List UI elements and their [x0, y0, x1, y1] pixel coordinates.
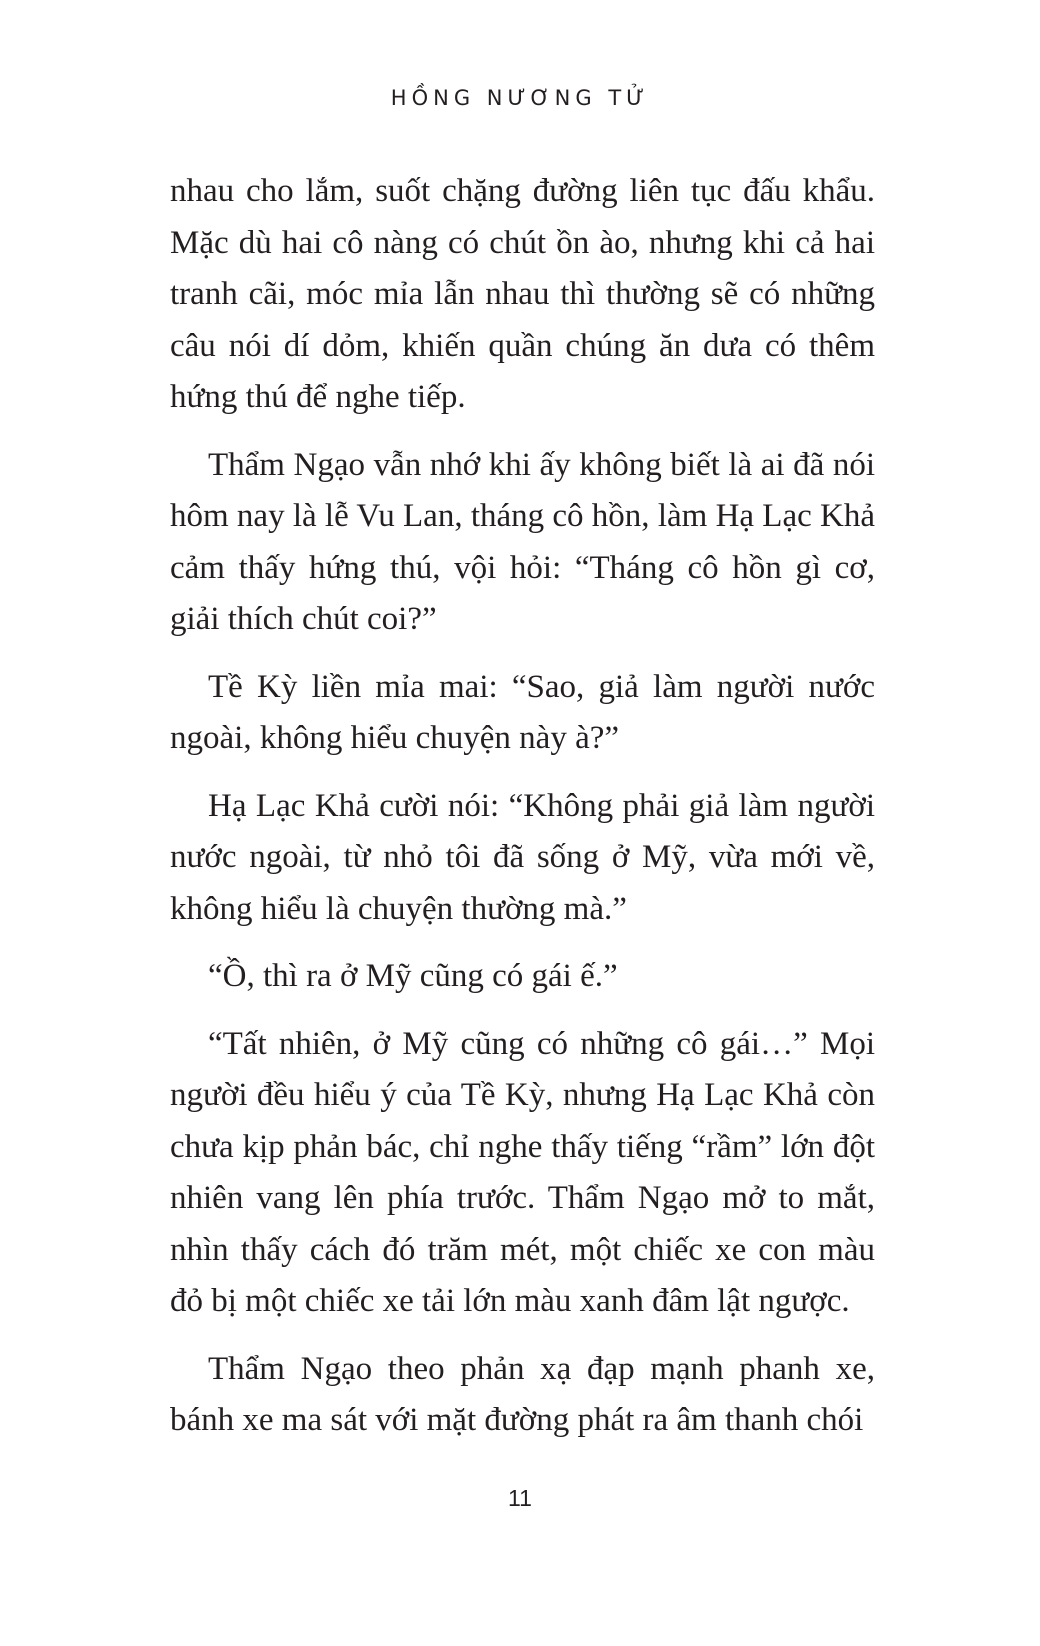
- paragraph: Hạ Lạc Khả cười nói: “Không phải giả làm người nước ngoài, từ nhỏ tôi đã sống ở Mỹ, vừa mới về, không hiểu là chuyện thường mà.”: [170, 787, 875, 927]
- paragraph: Thẩm Ngạo vẫn nhớ khi ấy không biết là ai đã nói hôm nay là lễ Vu Lan, tháng cô hồn, làm Hạ Lạc Khả cảm thấy hứng thú, vội hỏi: “Tháng cô hồn gì cơ, giải thích chút coi?”: [170, 446, 875, 637]
- paragraph: Tề Kỳ liền mỉa mai: “Sao, giả làm người nước ngoài, không hiểu chuyện này à?”: [170, 668, 875, 756]
- paragraph: “Tất nhiên, ở Mỹ cũng có những cô gái…” Mọi người đều hiểu ý của Tề Kỳ, nhưng Hạ Lạc Khả còn chưa kịp phản bác, chỉ nghe thấy tiếng “rầm” lớn đột nhiên vang lên phía trước. Thẩm Ngạo mở to mắt, nhìn thấy cách đó trăm mét, một chiếc xe con màu đỏ bị một chiếc xe tải lớn màu xanh đâm lật ngược.: [170, 1025, 875, 1319]
- paragraph-continued: nhau cho lắm, suốt chặng đường liên tục đấu khẩu. Mặc dù hai cô nàng có chút ồn ào, nhưng khi cả hai tranh cãi, móc mỉa lẫn nhau thì thường sẽ có những câu nói dí dỏm, khiến quần chúng ăn dưa có thêm hứng thú để nghe tiếp.: [170, 173, 875, 415]
- body-text: [170, 166, 875, 1463]
- paragraph: Thẩm Ngạo theo phản xạ đạp mạnh phanh xe, bánh xe ma sát với mặt đường phát ra âm thanh chói: [170, 1350, 875, 1438]
- paragraph: “Ồ, thì ra ở Mỹ cũng có gái ế.”: [208, 958, 618, 994]
- page-number: 11: [508, 1485, 532, 1511]
- running-header: HỒNG NƯƠNG TỬ: [390, 86, 650, 110]
